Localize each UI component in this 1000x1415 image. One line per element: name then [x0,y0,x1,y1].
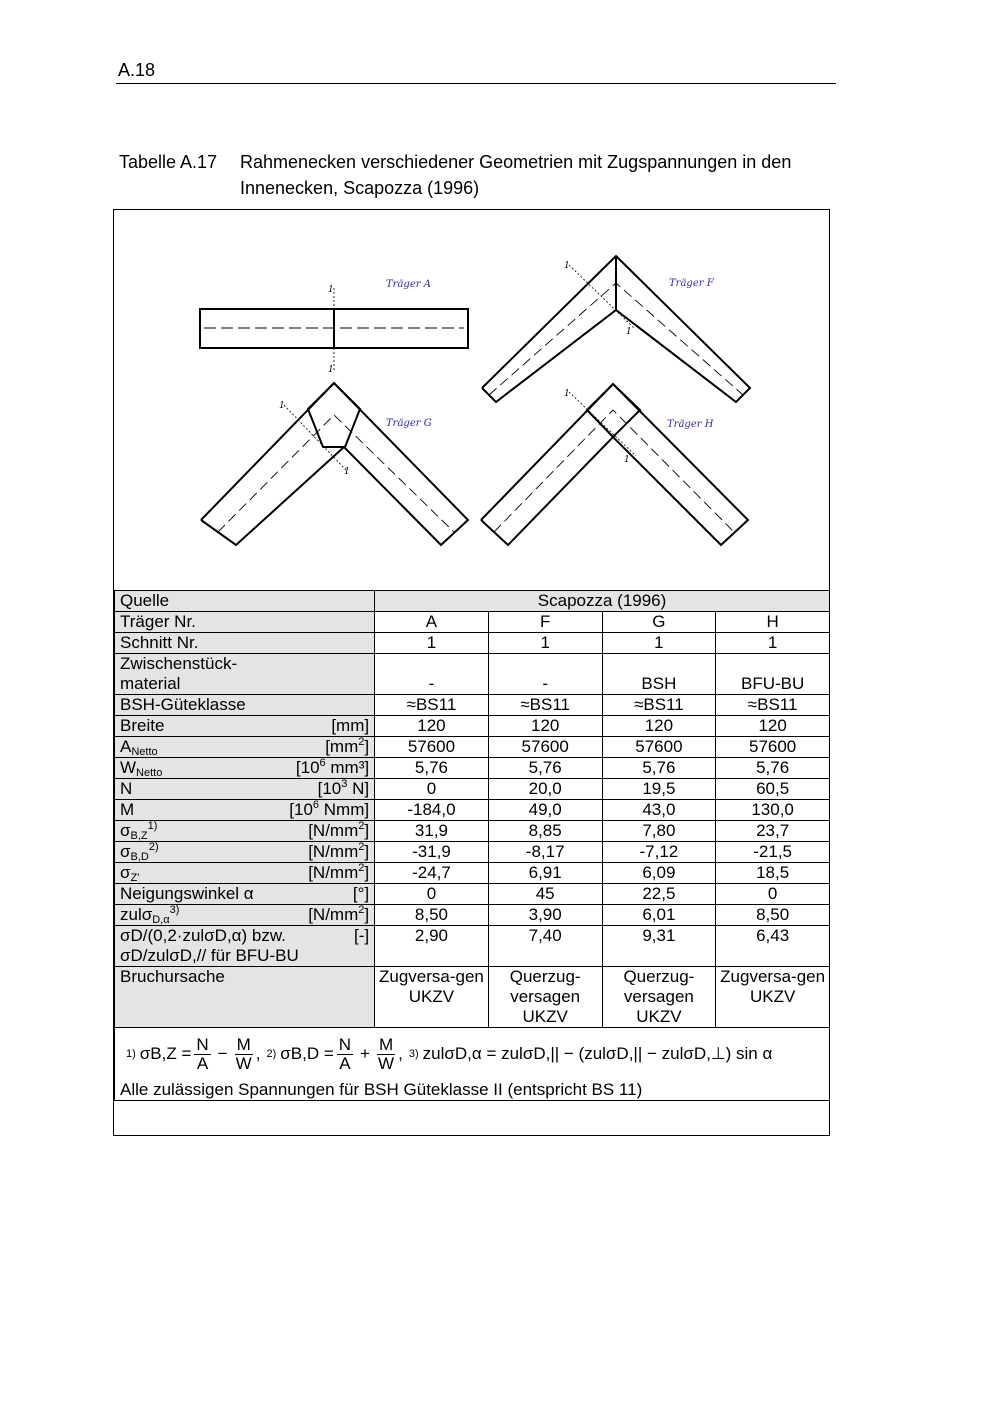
table-row [115,716,830,737]
row-label-cell [115,800,375,821]
row-label: Breite [120,716,165,735]
row-label-cell [115,633,375,654]
row-unit-exponent: 2 [358,736,365,748]
table-row [115,926,830,967]
value-cell: 9,31 [602,926,716,967]
beam-h-drawing [481,384,748,545]
value-cell: H [716,612,830,633]
formula-1-a: A [196,1053,209,1073]
row-label-cell [115,884,375,905]
formula-1-op: − [217,1044,228,1063]
label-beam-f: Träger F [669,278,714,289]
table-row [115,654,830,695]
label-beam-h: Träger H [667,419,714,430]
formula-1-lhs: σB,Z = [139,1044,192,1063]
table-row [115,884,830,905]
label-beam-g: Träger G [386,418,432,429]
value-cell: 5,76 [716,758,830,779]
section-mark-a-top: 1 [328,285,334,295]
row-label: zulσ [120,905,153,924]
row-label-cell [115,863,375,884]
source-value: Scapozza (1996) [375,591,830,612]
row-label-cell [115,842,375,863]
value-cell: 6,01 [602,905,716,926]
section-mark-g-bottom: 1 [344,467,350,477]
row-label-cell [115,716,375,737]
row-unit [296,758,369,778]
row-unit-exponent: 3 [341,778,348,790]
section-mark-h-top: 1 [564,389,570,399]
value-cell: 23,7 [716,821,830,842]
row-label: Träger Nr. [120,612,196,631]
row-unit-text: [10 [295,758,320,777]
row-unit-end: ] [364,737,370,756]
value-cell: Zugversa-gen UKZV [716,967,830,1028]
row-label-footnote: 3) [169,904,180,916]
row-label: Neigungswinkel α [120,884,254,903]
value-cell: ≈BS11 [488,695,602,716]
row-unit-end: Nmm] [319,800,370,819]
row-label-subscript: Netto [136,767,163,779]
table-row [115,821,830,842]
value-cell: ≈BS11 [375,695,489,716]
table-row [115,633,830,654]
table-row [115,695,830,716]
table-caption-label: Tabelle A.17 [119,152,218,172]
table-row [115,591,830,612]
value-cell: 22,5 [602,884,716,905]
formula-2-w: W [378,1053,395,1073]
row-unit [331,716,369,736]
formula-sep-2: , [398,1044,403,1063]
value-cell: 7,40 [488,926,602,967]
results-table [114,590,830,1101]
row-label-cell [115,695,375,716]
row-label-footnote: 1) [147,820,158,832]
formula-1-w: W [235,1053,252,1073]
value-cell: -24,7 [375,863,489,884]
value-cell: -21,5 [716,842,830,863]
value-cell: 43,0 [602,800,716,821]
value-cell: -31,9 [375,842,489,863]
value-cell: 120 [488,716,602,737]
row-label: σD/(0,2·zulσD,α) bzw. [120,926,286,945]
row-label-subscript: Z' [130,872,140,884]
row-label-cell [115,737,375,758]
value-cell: 57600 [716,737,830,758]
row-unit [325,737,369,757]
value-cell: 120 [375,716,489,737]
row-unit [354,926,369,946]
value-cell: 5,76 [602,758,716,779]
table-row [115,863,830,884]
row-label-subscript: B,D [130,851,149,863]
value-cell: -7,12 [602,842,716,863]
row-unit-text: [10 [289,800,313,819]
table-row [115,612,830,633]
row-unit [308,821,369,841]
beam-g-drawing [201,383,468,545]
value-cell: 1 [488,633,602,654]
row-unit-end: N] [347,779,370,798]
formula-sep-1: , [255,1044,261,1063]
value-cell: Querzug-versagen UKZV [488,967,602,1028]
value-cell: 6,91 [488,863,602,884]
row-label-subscript: Netto [131,746,158,758]
value-cell: 2,90 [375,926,489,967]
formula-2-a: A [339,1053,351,1073]
row-label-cell [115,612,375,633]
row-label: Zwischenstück- [120,654,238,673]
row-label: W [120,758,137,777]
value-cell: 0 [375,779,489,800]
value-cell: 0 [375,884,489,905]
section-mark-f-top: 1 [564,261,570,271]
row-unit-exponent: 2 [358,862,365,874]
row-unit-text: [N/mm [308,821,359,840]
value-cell: -8,17 [488,842,602,863]
table-row [115,737,830,758]
frame-corner-figure [114,210,829,590]
row-label: BSH-Güteklasse [120,695,246,714]
value-cell: G [602,612,716,633]
value-cell: Zugversa-gen UKZV [375,967,489,1028]
value-cell: 18,5 [716,863,830,884]
value-cell: 49,0 [488,800,602,821]
formula-2-op: + [360,1044,370,1063]
row-unit-end: mm³] [325,758,370,777]
formula-1-m: M [236,1034,251,1054]
footnote-row [115,1028,830,1101]
row-label: N [120,779,133,798]
row-label-subscript: B,Z [130,830,148,842]
value-cell: 120 [602,716,716,737]
row-unit [353,884,369,904]
value-cell: 3,90 [488,905,602,926]
row-unit-text: [N/mm [308,842,359,861]
value-cell: F [488,612,602,633]
row-label-cell [115,926,375,967]
row-label-cell [115,967,375,1028]
formula-1-n: N [196,1034,209,1054]
value-cell: 8,50 [375,905,489,926]
row-label-cell [115,821,375,842]
table-row [115,779,830,800]
value-cell: ≈BS11 [602,695,716,716]
row-label: Bruchursache [120,967,225,986]
row-unit-end: ] [364,905,370,924]
value-cell: 130,0 [716,800,830,821]
footnote-mark-1: 1) [126,1048,136,1060]
section-mark-a-bottom: 1 [328,365,334,375]
value-cell: 8,85 [488,821,602,842]
row-label-cell [115,779,375,800]
table-row [115,967,830,1028]
row-label-subscript: D,α [152,914,170,926]
row-unit-text: [10 [317,779,342,798]
header-rule [116,83,836,84]
value-cell: BSH [602,654,716,695]
beam-f-drawing [482,256,750,402]
value-cell: 19,5 [602,779,716,800]
footnote-mark-3: 3) [408,1048,419,1060]
value-cell: 8,50 [716,905,830,926]
value-cell: A [375,612,489,633]
row-unit-exponent: 2 [358,904,365,916]
table-caption-line-1: Rahmenecken verschiedener Geometrien mit Zugspannungen in den [240,152,792,172]
row-label: M [120,800,135,819]
label-beam-a: Träger A [386,279,431,290]
footnote-formulas [120,1028,824,1080]
value-cell: 0 [716,884,830,905]
row-unit-exponent: 6 [312,799,320,811]
table-row [115,905,830,926]
value-cell: 57600 [375,737,489,758]
row-label-line-2: σD/zulσD,// für BFU-BU [120,946,299,965]
formula-2-lhs: σB,D = [280,1044,334,1063]
value-cell: 6,43 [716,926,830,967]
row-label: Schnitt Nr. [120,633,199,652]
value-cell: - [375,654,489,695]
table-caption-line-2: Innenecken, Scapozza (1996) [240,178,480,198]
row-unit-text: [mm] [331,716,370,735]
value-cell: 57600 [488,737,602,758]
value-cell: 5,76 [488,758,602,779]
row-unit [289,800,369,820]
page-number: A.18 [118,60,156,80]
row-label-cell [115,654,375,695]
row-label: σ [120,821,131,840]
row-label-footnote: 2) [148,841,159,853]
formula-3: zulσD,α = zulσD,|| − (zulσD,|| − zulσD,⊥) sin α [422,1044,773,1063]
value-cell: 20,0 [488,779,602,800]
row-unit-exponent: 6 [319,757,326,769]
value-cell: BFU-BU [716,654,830,695]
row-unit-text: [N/mm [308,905,359,924]
section-mark-h-bottom: 1 [624,455,630,465]
value-cell: - [488,654,602,695]
value-cell: 31,9 [375,821,489,842]
row-unit-text: [N/mm [308,863,359,882]
value-cell: 57600 [602,737,716,758]
row-unit [308,905,369,925]
row-unit-exponent: 2 [358,841,365,853]
row-unit [308,842,369,862]
row-unit-text: [°] [352,884,370,903]
row-unit-exponent: 2 [358,820,365,832]
row-unit [318,779,370,799]
row-unit [308,863,369,883]
row-label: σ [120,863,131,882]
row-unit-text: [-] [353,926,370,945]
row-label: σ [120,842,131,861]
value-cell: 1 [716,633,830,654]
value-cell: 7,80 [602,821,716,842]
value-cell: 1 [375,633,489,654]
source-label: Quelle [115,591,375,612]
row-label-cell [115,758,375,779]
footnote-mark-2: 2) [266,1048,277,1060]
value-cell: 1 [602,633,716,654]
value-cell: 5,76 [375,758,489,779]
table-frame [113,209,830,1136]
table-row [115,758,830,779]
row-unit-end: ] [364,821,370,840]
row-label-line-2: material [120,674,181,693]
formula-2-n: N [338,1034,352,1054]
value-cell: Querzug-versagen UKZV [602,967,716,1028]
row-label-cell [115,905,375,926]
formula-2-m: M [378,1034,394,1054]
section-mark-f-bottom: 1 [626,327,632,337]
value-cell: ≈BS11 [716,695,830,716]
row-label: A [120,737,132,756]
beam-a-drawing [200,279,468,375]
table-row [115,800,830,821]
value-cell: 45 [488,884,602,905]
value-cell: 60,5 [716,779,830,800]
value-cell: 120 [716,716,830,737]
value-cell: 6,09 [602,863,716,884]
row-unit-end: ] [364,863,370,882]
table-row [115,842,830,863]
table-note: Alle zulässigen Spannungen für BSH Güteklasse II (entspricht BS 11) [120,1080,643,1099]
value-cell: -184,0 [375,800,489,821]
row-unit-text: [mm [325,737,359,756]
row-unit-end: ] [364,842,370,861]
section-mark-g-top: 1 [279,401,285,411]
